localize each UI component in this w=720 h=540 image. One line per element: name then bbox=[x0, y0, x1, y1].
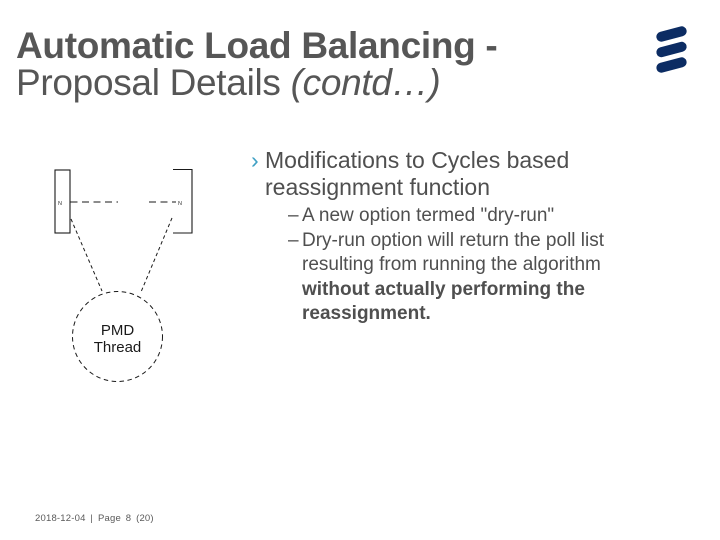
left-connector-dashed bbox=[71, 219, 102, 291]
sub-bullet-poll-list bbox=[288, 229, 628, 327]
right-connector-dashed bbox=[141, 218, 172, 292]
logo-bar-middle bbox=[655, 41, 688, 59]
logo-bar-top bbox=[655, 26, 688, 43]
logo-bar-bottom bbox=[655, 56, 688, 74]
right-node-label: N bbox=[178, 201, 182, 207]
chevron-bullet-icon: › bbox=[251, 147, 259, 173]
sub-bullet-poll-list-text bbox=[302, 229, 628, 327]
sub-bullet-list bbox=[288, 204, 628, 327]
bullet-modifications bbox=[251, 147, 591, 201]
sub-bullet-dry-run-option bbox=[288, 204, 628, 229]
sub-bullet-poll-list-text-normal: Dry-run option will return the poll list resulting from running the algorithm bbox=[302, 229, 605, 275]
slide-title-line2-italic: (contd…) bbox=[290, 62, 441, 103]
sub-bullet-poll-list-text-bold: without actually performing the reassignment. bbox=[302, 278, 585, 324]
pmd-circle-label-line2: Thread bbox=[93, 339, 142, 356]
slide-title-line2 bbox=[16, 64, 497, 101]
pmd-circle-label-line1: PMD bbox=[100, 322, 135, 339]
ericsson-logo-icon bbox=[653, 26, 693, 80]
dash-bullet-icon: – bbox=[288, 205, 299, 226]
bullet-modifications-text: Modifications to Cycles based reassignment function bbox=[265, 147, 570, 200]
pmd-thread-diagram bbox=[40, 160, 210, 390]
dash-bullet-icon: – bbox=[288, 229, 299, 251]
sub-bullet-dry-run-option-text: A new option termed "dry-run" bbox=[302, 205, 555, 226]
slide-title-line1: Automatic Load Balancing - bbox=[16, 25, 498, 66]
slide-title bbox=[16, 27, 497, 101]
slide-title-line2-regular: Proposal Details bbox=[16, 62, 291, 103]
right-port-node bbox=[173, 170, 192, 234]
slide-footer-date-page: 2018-12-04 | Page 8 (20) bbox=[35, 513, 154, 524]
left-node-label: N bbox=[58, 201, 62, 207]
